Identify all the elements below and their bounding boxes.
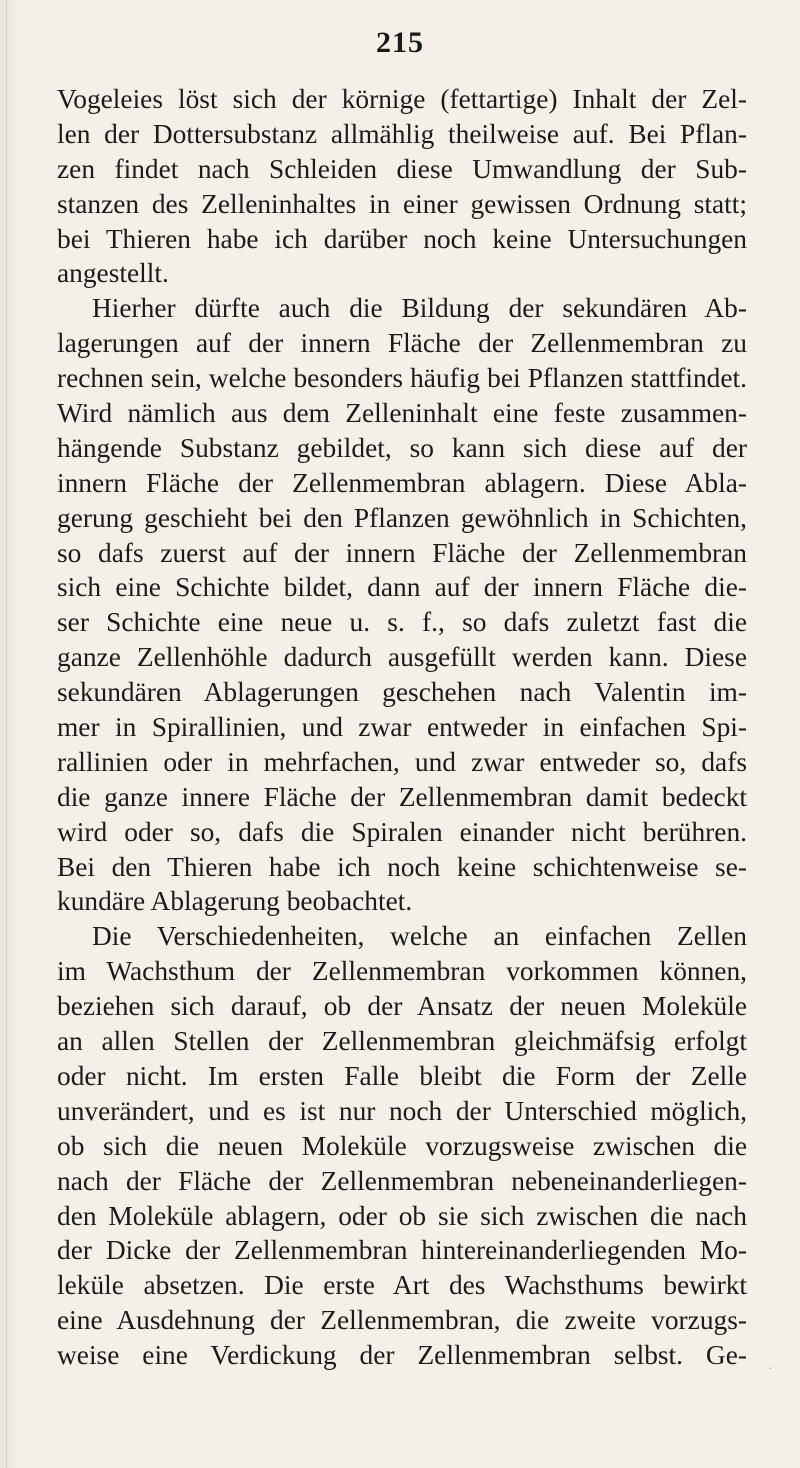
text-line: Vogeleies löst sich der körnige (fettartige) Inhalt der Zel- <box>57 84 747 114</box>
text-line: len der Dottersubstanz allmählig theilweise auf. Bei Pflan- <box>57 118 747 149</box>
text-line: ganze Zellenhöhle dadurch ausgefüllt werden kann. Diese <box>57 642 747 673</box>
text-line: hängende Substanz gebildet, so kann sich diese auf der <box>57 432 747 463</box>
text-line: ser Schichte eine neue u. s. f., so dafs zuletzt fast die <box>57 607 747 638</box>
page-number: 215 <box>376 26 424 59</box>
text-line: ob sich die neuen Moleküle vorzugsweise zwischen die <box>57 1130 747 1161</box>
text-line: unverändert, und es ist nur noch der Unterschied möglich, <box>57 1095 747 1126</box>
text-line: weise eine Verdickung der Zellenmembran selbst. Ge- <box>57 1340 747 1371</box>
text-line: nach der Fläche der Zellenmembran nebeneinanderliegen- <box>57 1165 747 1196</box>
text-line: den Moleküle ablagern, oder ob sie sich zwischen die nach <box>57 1200 747 1231</box>
text-line: bei Thieren habe ich darüber noch keine Untersuchungen <box>57 223 747 254</box>
ink-speck: · <box>768 1362 773 1377</box>
text-line: rechnen sein, welche besonders häufig bei Pflanzen stattfindet. <box>57 363 747 394</box>
text-line: im Wachsthum der Zellenmembran vorkommen können, <box>57 956 747 987</box>
text-line: angestellt. <box>57 258 169 289</box>
text-line: gerung geschieht bei den Pflanzen gewöhnlich in Schichten, <box>57 502 747 533</box>
text-line: eine Ausdehnung der Zellenmembran, die zweite vorzugs- <box>57 1305 747 1336</box>
text-line: an allen Stellen der Zellenmembran gleichmäfsig erfolgt <box>57 1026 747 1057</box>
text-line: stanzen des Zelleninhaltes in einer gewissen Ordnung statt; <box>57 188 747 219</box>
text-line: zen findet nach Schleiden diese Umwandlung der Sub- <box>57 153 747 184</box>
text-line: innern Fläche der Zellenmembran ablagern. Diese Abla- <box>57 467 747 498</box>
text-line: die ganze innere Fläche der Zellenmembran damit bedeckt <box>57 781 747 812</box>
text-line: beziehen sich darauf, ob der Ansatz der neuen Moleküle <box>57 991 747 1022</box>
text-line: sich eine Schichte bildet, dann auf der innern Fläche die- <box>57 572 747 603</box>
text-line: wird oder so, dafs die Spiralen einander nicht berühren. <box>57 816 747 847</box>
text-line: kundäre Ablagerung beobachtet. <box>57 886 413 917</box>
text-line: so dafs zuerst auf der innern Fläche der Zellenmembran <box>57 537 747 568</box>
text-line: oder nicht. Im ersten Falle bleibt die Form der Zelle <box>57 1060 747 1091</box>
text-line: rallinien oder in mehrfachen, und zwar entweder so, dafs <box>57 746 747 777</box>
body-text <box>57 82 747 1373</box>
gutter-shadow <box>6 0 7 1468</box>
text-line: mer in Spirallinien, und zwar entweder in einfachen Spi- <box>57 712 747 743</box>
text-line: leküle absetzen. Die erste Art des Wachsthums bewirkt <box>57 1270 747 1301</box>
text-line: sekundären Ablagerungen geschehen nach Valentin im- <box>57 677 747 708</box>
text-line: der Dicke der Zellenmembran hintereinanderliegenden Mo- <box>57 1235 747 1266</box>
text-line: Wird nämlich aus dem Zelleninhalt eine feste zusammen- <box>57 398 747 429</box>
text-line: Bei den Thieren habe ich noch keine schichtenweise se- <box>57 851 747 882</box>
text-line: lagerungen auf der innern Fläche der Zellenmembran zu <box>57 328 747 359</box>
text-line: Die Verschiedenheiten, welche an einfachen Zellen <box>92 921 747 952</box>
text-line: Hierher dürfte auch die Bildung der sekundären Ab- <box>92 293 747 324</box>
